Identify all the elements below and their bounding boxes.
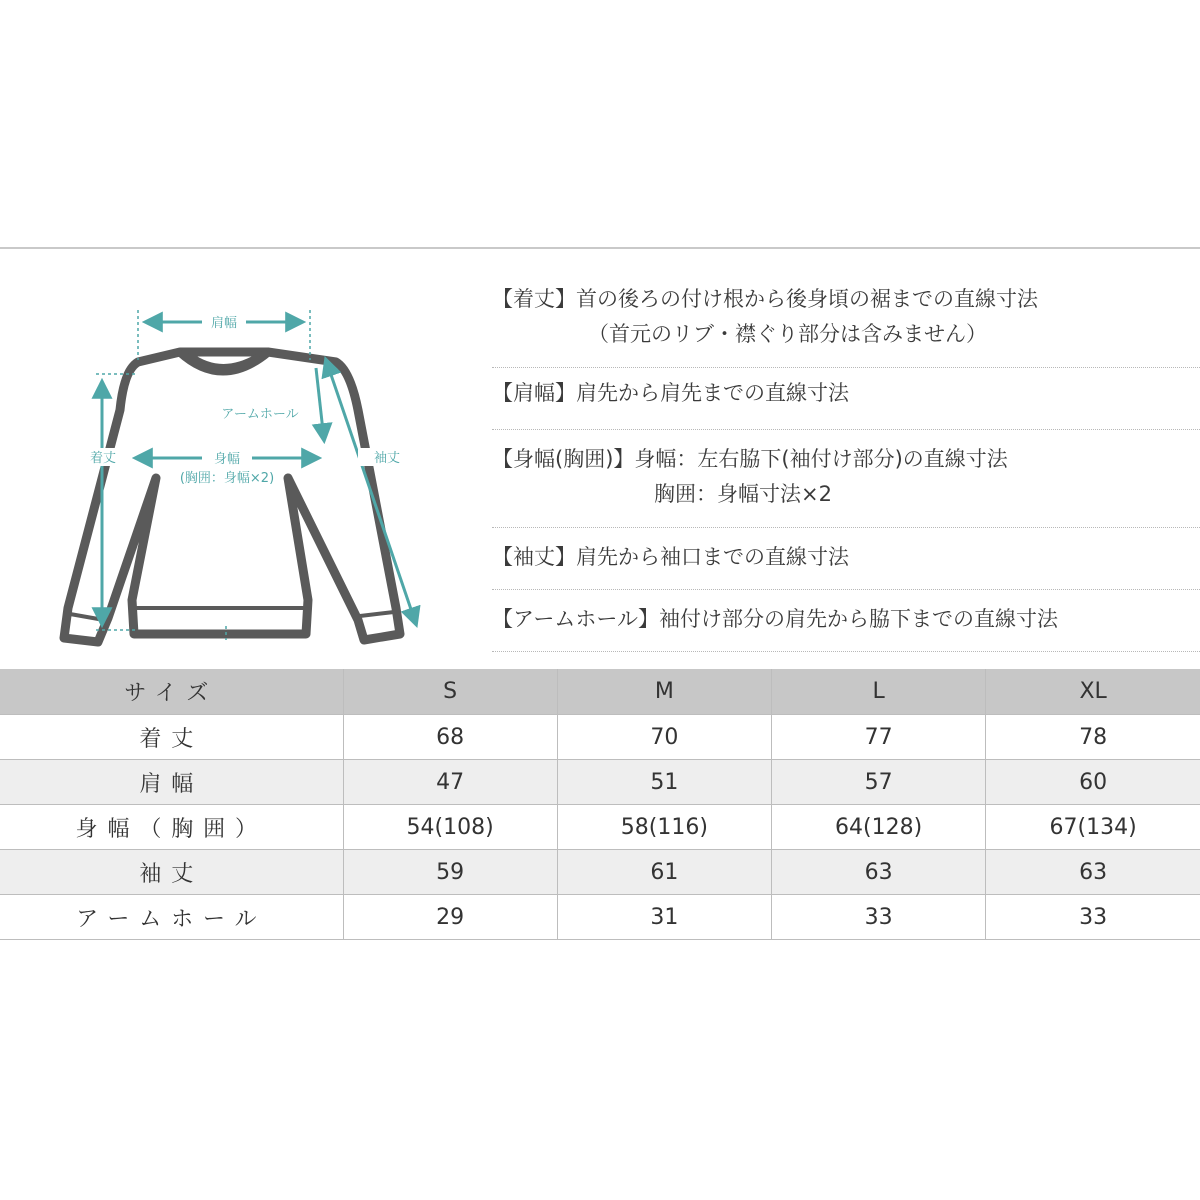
cell-value: 54(108) [343, 805, 557, 850]
row-label: 身幅（胸囲） [0, 805, 343, 850]
cell-value: 67(134) [986, 805, 1200, 850]
desc-shoulder-line1: 【肩幅】肩先から肩先までの直線寸法 [492, 381, 849, 405]
table-row [0, 805, 1200, 850]
cell-value: 33 [986, 895, 1200, 940]
measurement-descriptions [492, 272, 1200, 652]
cell-value: 31 [557, 895, 771, 940]
cell-value: 64(128) [772, 805, 986, 850]
sweatshirt-outline [64, 352, 400, 642]
table-row [0, 895, 1200, 940]
row-label: 袖丈 [0, 850, 343, 895]
cell-value: 63 [986, 850, 1200, 895]
row-label: アームホール [0, 895, 343, 940]
header-l: L [772, 669, 986, 715]
cell-value: 47 [343, 760, 557, 805]
cell-value: 61 [557, 850, 771, 895]
desc-length-line2: （首元のリブ・襟ぐり部分は含みません） [588, 322, 987, 346]
desc-armhole-line1: 【アームホール】袖付け部分の肩先から脇下までの直線寸法 [492, 607, 1058, 631]
cell-value: 58(116) [557, 805, 771, 850]
label-sleeve: 袖丈 [373, 451, 401, 466]
desc-sleeve [492, 528, 1200, 590]
cell-value: 51 [557, 760, 771, 805]
header-s: S [343, 669, 557, 715]
desc-body [492, 430, 1200, 528]
row-label: 肩幅 [0, 760, 343, 805]
sweatshirt-svg [40, 290, 480, 660]
table-row [0, 850, 1200, 895]
header-size: サイズ [0, 669, 343, 715]
sweatshirt-diagram [40, 290, 480, 660]
table-row [0, 715, 1200, 760]
cell-value: 77 [772, 715, 986, 760]
table-header-row [0, 669, 1200, 715]
cell-value: 33 [772, 895, 986, 940]
cell-value: 60 [986, 760, 1200, 805]
desc-length [492, 272, 1200, 368]
top-divider [0, 247, 1200, 249]
desc-shoulder [492, 368, 1200, 430]
header-xl: XL [986, 669, 1200, 715]
size-table [0, 669, 1200, 940]
desc-sleeve-line1: 【袖丈】肩先から袖口までの直線寸法 [492, 545, 849, 569]
desc-body-line1: 【身幅(胸囲)】身幅：左右脇下(袖付け部分)の直線寸法 [492, 447, 1008, 471]
label-body-sub: (胸囲：身幅×2) [179, 471, 275, 486]
desc-body-line2: 胸囲：身幅寸法×2 [654, 482, 832, 506]
label-armhole: アームホール [221, 407, 299, 422]
label-length: 着丈 [89, 451, 117, 466]
cell-value: 78 [986, 715, 1200, 760]
header-m: M [557, 669, 771, 715]
desc-length-line1: 【着丈】首の後ろの付け根から後身頃の裾までの直線寸法 [492, 287, 1038, 311]
row-label: 着丈 [0, 715, 343, 760]
label-body: 身幅 [213, 452, 241, 467]
cell-value: 57 [772, 760, 986, 805]
desc-armhole [492, 590, 1200, 652]
cell-value: 59 [343, 850, 557, 895]
cell-value: 29 [343, 895, 557, 940]
cell-value: 68 [343, 715, 557, 760]
label-shoulder: 肩幅 [210, 316, 238, 331]
cell-value: 63 [772, 850, 986, 895]
cell-value: 70 [557, 715, 771, 760]
table-row [0, 760, 1200, 805]
